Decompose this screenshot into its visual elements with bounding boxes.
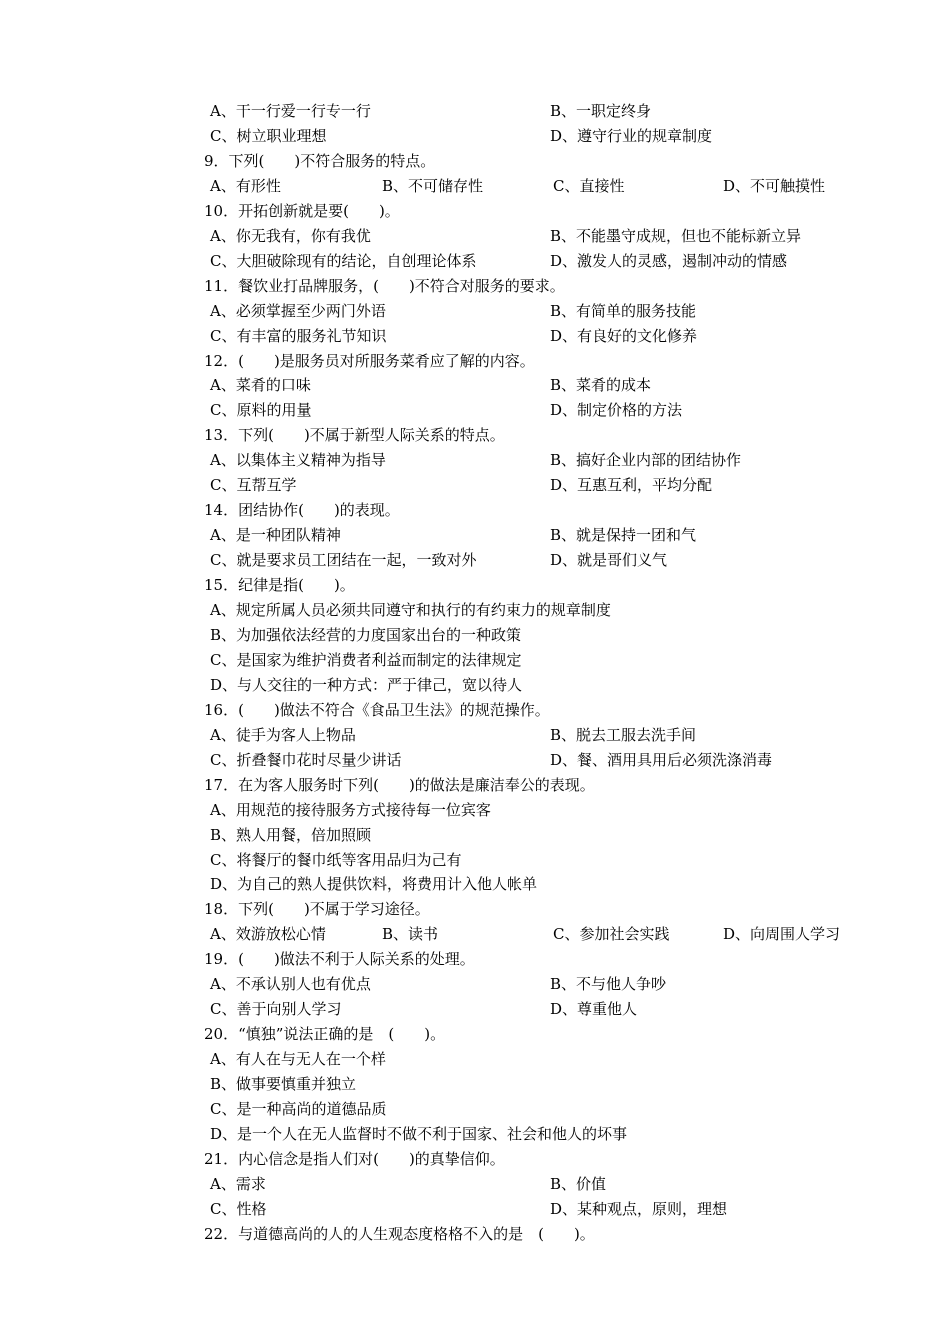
answer-options-row xyxy=(0,1047,950,1072)
question-stem xyxy=(0,573,950,598)
answer-option: C、大胆破除现有的结论，自创理论体系 xyxy=(210,251,477,270)
answer-option: B、有简单的服务技能 xyxy=(550,301,697,320)
answer-options-row xyxy=(0,748,950,773)
answer-options-row xyxy=(0,124,950,149)
answer-option: D、为自己的熟人提供饮料，将费用计入他人帐单 xyxy=(210,875,538,894)
answer-options-row xyxy=(0,1172,950,1197)
answer-option: A、效游放松心情 xyxy=(210,925,326,944)
answer-option: B、做事要慎重并独立 xyxy=(210,1075,357,1093)
answer-option: C、有丰富的服务礼节知识 xyxy=(210,326,387,345)
answer-option: B、不可储存性 xyxy=(382,176,484,195)
answer-options-row xyxy=(0,523,950,548)
answer-option: A、需求 xyxy=(210,1174,266,1193)
answer-option: C、是国家为维护消费者利益而制定的法律规定 xyxy=(210,650,522,669)
answer-option: B、搞好企业内部的团结协作 xyxy=(550,451,742,470)
answer-option: A、菜肴的口味 xyxy=(210,376,311,395)
answer-options-row xyxy=(0,1072,950,1097)
answer-option: A、徒手为客人上物品 xyxy=(210,725,356,744)
question-text: 18．下列( )不属于学习途径。 xyxy=(204,900,430,919)
question-text: 20．“慎独”说法正确的是 ( )。 xyxy=(204,1025,446,1044)
answer-option: B、熟人用餐，倍加照顾 xyxy=(210,825,372,844)
answer-options-row xyxy=(0,174,950,199)
answer-option: D、遵守行业的规章制度 xyxy=(550,127,713,145)
answer-option: C、直接性 xyxy=(553,176,625,195)
answer-option: D、有良好的文化修养 xyxy=(550,326,698,345)
answer-option: C、原料的用量 xyxy=(210,401,312,420)
answer-option: A、规定所属人员必须共同遵守和执行的有约束力的规章制度 xyxy=(210,601,611,619)
answer-option: B、就是保持一团和气 xyxy=(550,526,697,545)
answer-option: B、为加强依法经营的力度国家出台的一种政策 xyxy=(210,625,522,644)
answer-option: A、有形性 xyxy=(210,176,281,195)
question-text: 13．下列( )不属于新型人际关系的特点。 xyxy=(204,426,505,445)
question-stem xyxy=(0,498,950,523)
answer-option: C、性格 xyxy=(210,1199,267,1218)
answer-option: A、干一行爱一行专一行 xyxy=(210,102,371,120)
answer-option: D、不可触摸性 xyxy=(723,176,826,195)
question-text: 9．下列( )不符合服务的特点。 xyxy=(204,151,436,170)
question-stem xyxy=(0,349,950,374)
question-stem xyxy=(0,773,950,798)
answer-option: B、不能墨守成规，但也不能标新立异 xyxy=(550,226,802,245)
answer-option: D、是一个人在无人监督时不做不利于国家、社会和他人的坏事 xyxy=(210,1124,628,1143)
answer-option: C、就是要求员工团结在一起，一致对外 xyxy=(210,551,477,570)
answer-options-row xyxy=(0,673,950,698)
answer-option: C、折叠餐巾花时尽量少讲话 xyxy=(210,750,402,769)
answer-options-row xyxy=(0,997,950,1022)
answer-option: B、读书 xyxy=(382,925,439,944)
answer-option: C、互帮互学 xyxy=(210,476,297,495)
answer-options-row xyxy=(0,623,950,648)
answer-option: A、有人在与无人在一个样 xyxy=(210,1050,386,1069)
answer-option: D、制定价格的方法 xyxy=(550,401,683,420)
answer-options-row xyxy=(0,922,950,947)
answer-option: C、树立职业理想 xyxy=(210,127,327,145)
answer-option: D、向周围人学习 xyxy=(723,925,841,944)
question-text: 11．餐饮业打品牌服务，( )不符合对服务的要求。 xyxy=(204,276,565,295)
answer-options-row xyxy=(0,972,950,997)
answer-options-row xyxy=(0,398,950,423)
question-stem xyxy=(0,1022,950,1047)
answer-options-row xyxy=(0,473,950,498)
answer-option: A、是一种团队精神 xyxy=(210,526,341,545)
answer-options-row xyxy=(0,723,950,748)
answer-option: D、就是哥们义气 xyxy=(550,551,668,570)
question-stem xyxy=(0,947,950,972)
answer-option: D、与人交往的一种方式：严于律己，宽以待人 xyxy=(210,675,523,694)
answer-options-row xyxy=(0,373,950,398)
question-text: 17．在为客人服务时下列( )的做法是廉洁奉公的表现。 xyxy=(204,775,595,794)
answer-option: C、将餐厅的餐巾纸等客用品归为己有 xyxy=(210,850,462,869)
answer-option: B、价值 xyxy=(550,1174,607,1193)
question-stem xyxy=(0,199,950,224)
answer-options-row xyxy=(0,823,950,848)
answer-option: D、某种观点，原则，理想 xyxy=(550,1199,728,1218)
answer-options-row xyxy=(0,1122,950,1147)
answer-option: C、是一种高尚的道德品质 xyxy=(210,1100,387,1118)
question-stem xyxy=(0,274,950,299)
answer-options-row xyxy=(0,324,950,349)
answer-options-row xyxy=(0,872,950,897)
answer-options-row xyxy=(0,848,950,873)
answer-option: D、尊重他人 xyxy=(550,1000,638,1019)
answer-option: C、善于向别人学习 xyxy=(210,1000,342,1019)
answer-options-row xyxy=(0,548,950,573)
answer-option: D、激发人的灵感，遏制冲动的情感 xyxy=(550,251,788,270)
answer-option: A、用规范的接待服务方式接待每一位宾客 xyxy=(210,800,491,819)
question-stem xyxy=(0,149,950,174)
answer-option: B、脱去工服去洗手间 xyxy=(550,725,697,744)
answer-option: B、一职定终身 xyxy=(550,102,652,120)
question-stem xyxy=(0,897,950,922)
question-stem xyxy=(0,423,950,448)
answer-option: A、你无我有，你有我优 xyxy=(210,226,371,245)
question-stem xyxy=(0,1222,950,1247)
question-text: 15．纪律是指( )。 xyxy=(204,576,355,594)
answer-option: A、必须掌握至少两门外语 xyxy=(210,301,386,320)
question-text: 14．团结协作( )的表现。 xyxy=(204,501,400,520)
question-text: 22．与道德高尚的人的人生观态度格格不入的是 ( )。 xyxy=(204,1224,595,1243)
answer-options-row xyxy=(0,648,950,673)
question-text: 19．( )做法不利于人际关系的处理。 xyxy=(204,950,475,969)
answer-options-row xyxy=(0,299,950,324)
question-text: 21．内心信念是指人们对( )的真挚信仰。 xyxy=(204,1149,505,1168)
question-stem xyxy=(0,1147,950,1172)
answer-option: A、不承认别人也有优点 xyxy=(210,975,371,994)
answer-options-row xyxy=(0,1097,950,1122)
answer-option: D、餐、酒用具用后必须洗涤消毒 xyxy=(550,750,773,769)
question-stem xyxy=(0,698,950,723)
answer-option: B、菜肴的成本 xyxy=(550,376,652,395)
answer-option: D、互惠互利，平均分配 xyxy=(550,476,713,495)
answer-options-row xyxy=(0,224,950,249)
answer-options-row xyxy=(0,99,950,124)
answer-option: B、不与他人争吵 xyxy=(550,975,667,994)
answer-options-row xyxy=(0,448,950,473)
answer-options-row xyxy=(0,798,950,823)
answer-options-row xyxy=(0,598,950,623)
question-text: 12．( )是服务员对所服务菜肴应了解的内容。 xyxy=(204,351,535,370)
answer-option: A、以集体主义精神为指导 xyxy=(210,451,386,470)
answer-options-row xyxy=(0,249,950,274)
question-text: 10．开拓创新就是要( )。 xyxy=(204,201,400,220)
question-text: 16．( )做法不符合《食品卫生法》的规范操作。 xyxy=(204,700,550,719)
answer-options-row xyxy=(0,1197,950,1222)
answer-option: C、参加社会实践 xyxy=(553,925,670,944)
